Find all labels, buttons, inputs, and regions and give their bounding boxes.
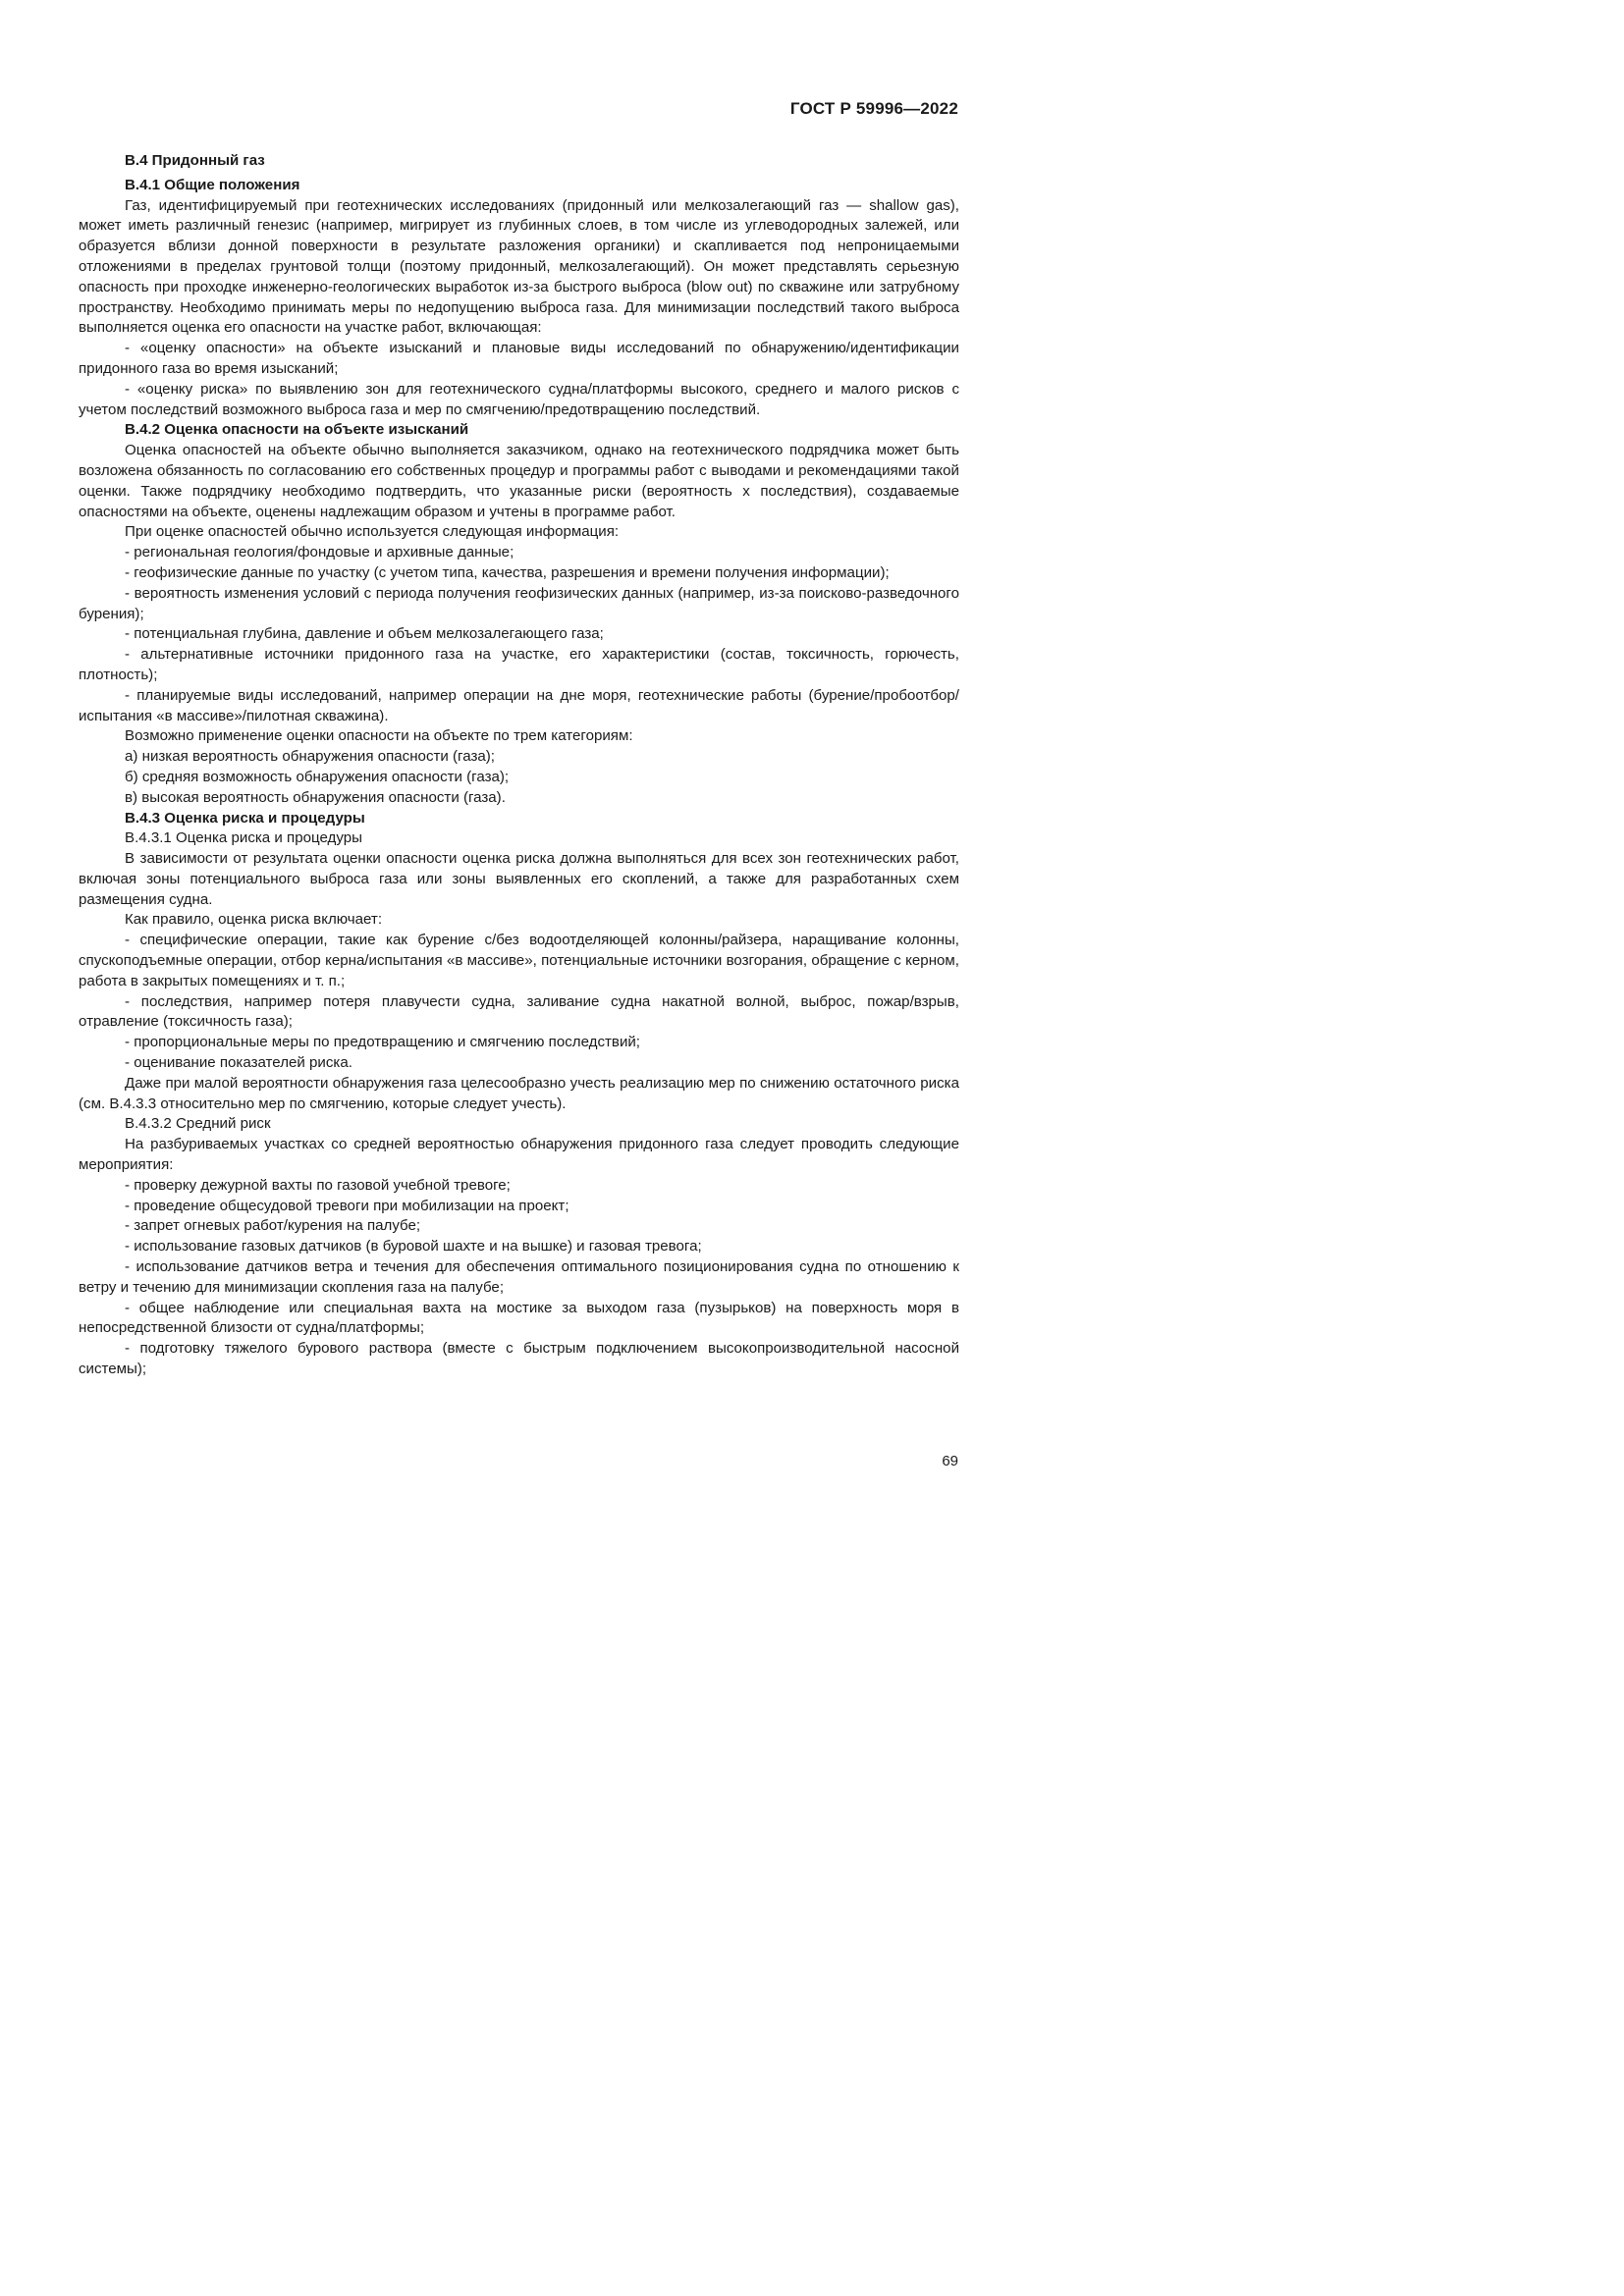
subsection-heading: B.4.3 Оценка риска и процедуры (125, 809, 365, 827)
list-item: - последствия, например потеря плавучести судна, заливание судна накатной волной, выброс, пожар/взрыв, отравление (токсичность газа); (79, 992, 959, 1031)
list-item: - альтернативные источники придонного газа на участке, его характеристики (состав, токсичность, горючесть, плотность); (79, 646, 959, 683)
paragraph: На разбуриваемых участках со средней вероятностью обнаружения придонного газа следует проводить следующие мероприятия: (79, 1136, 959, 1174)
document-code: ГОСТ Р 59996—2022 (789, 99, 958, 118)
paragraph: Даже при малой вероятности обнаружения газа целесообразно учесть реализацию мер по снижению остаточного риска (см. B.4.3.3 относительно мер по смягчению, которые следует учесть). (79, 1074, 959, 1112)
list-item: - геофизические данные по участку (с учетом типа, качества, разрешения и времени получения информации); (125, 563, 890, 581)
paragraph: При оценке опасностей обычно используется следующая информация: (125, 523, 620, 541)
clause-heading: B.4.3.2 Средний риск (125, 1115, 271, 1133)
paragraph: Возможно применение оценки опасности на объекте по трем категориям: (125, 727, 633, 745)
list-item: - подготовку тяжелого бурового раствора (вместе с быстрым подключением высокопроизводительной насосной системы); (79, 1340, 959, 1378)
subsection-heading: B.4.2 Оценка опасности на объекте изысканий (125, 421, 469, 439)
list-item: в) высокая вероятность обнаружения опасности (газа). (125, 788, 506, 806)
list-item: - вероятность изменения условий с периода получения геофизических данных (например, из-за поисково-разведочного бурения); (79, 584, 959, 622)
list-item: - пропорциональные меры по предотвращению и смягчению последствий; (125, 1034, 640, 1051)
list-item: - общее наблюдение или специальная вахта на мостике за выходом газа (пузырьков) на поверхность моря в непосредственной близости от судна/платформы; (79, 1299, 959, 1337)
document-body (79, 151, 959, 1380)
list-item: а) низкая вероятность обнаружения опасности (газа); (125, 748, 495, 766)
list-item: б) средняя возможность обнаружения опасности (газа); (125, 768, 510, 785)
list-item: - проведение общесудовой тревоги при мобилизации на проект; (125, 1197, 569, 1214)
subsection-heading: B.4.1 Общие положения (125, 176, 300, 193)
paragraph: Газ, идентифицируемый при геотехнических исследованиях (придонный или мелкозалегающий газ — shallow gas), может иметь различный генезис (например, мигрирует из глубинных слоев, в том числе из углеводородных залежей, или образуется вблизи донной поверхности в результате разложения органики) и скапливается под непроницаемыми отложениями в пределах грунтовой толщи (поэтому придонный, мелкозалегающий). Он может представлять серьезную опасность при проходке инженерно-геологических выработок из-за быстрого выброса (blow out) по скважине или затрубному пространству. Необходимо принимать меры по недопущению выброса газа. Для минимизации последствий такого выброса выполняется оценка его опасности на участке работ, включающая: (79, 196, 959, 337)
list-item: - использование датчиков ветра и течения для обеспечения оптимального позиционирования судна по отношению к ветру и течению для минимизации скопления газа на палубе; (79, 1258, 959, 1296)
list-item: - проверку дежурной вахты по газовой учебной тревоге; (125, 1176, 511, 1194)
paragraph: Как правило, оценка риска включает: (125, 911, 383, 929)
list-item: - «оценку риска» по выявлению зон для геотехнического судна/платформы высокого, среднего и малого рисков с учетом последствий возможного выброса газа и мер по смягчению/предотвращению последствий. (79, 380, 959, 418)
list-item: - планируемые виды исследований, например операции на дне моря, геотехнические работы (бурение/пробоотбор/испытания «в массиве»/пилотная скважина). (79, 686, 959, 724)
list-item: - региональная геология/фондовые и архивные данные; (125, 544, 514, 561)
list-item: - использование газовых датчиков (в буровой шахте и на вышке) и газовая тревога; (125, 1238, 702, 1255)
paragraph: Оценка опасностей на объекте обычно выполняется заказчиком, однако на геотехнического подрядчика может быть возложена обязанность по согласованию его собственных процедур и программы работ с выводами и рекомендациями такой оценки. Также подрядчику необходимо подтвердить, что указанные риски (вероятность х последствия), создаваемые опасностями на объекте, оценены надлежащим образом и учтены в программе работ. (79, 442, 959, 520)
list-item: - «оценку опасности» на объекте изысканий и плановые виды исследований по обнаружению/идентификации придонного газа во время изысканий; (79, 340, 959, 377)
list-item: - оценивание показателей риска. (125, 1054, 352, 1072)
section-heading: B.4 Придонный газ (125, 152, 265, 169)
paragraph: В зависимости от результата оценки опасности оценка риска должна выполняться для всех зон геотехнических работ, включая зоны потенциального выброса газа или зоны выявленных его скоплений, а также для разработанных схем размещения судна. (79, 850, 959, 908)
list-item: - запрет огневых работ/курения на палубе; (125, 1217, 421, 1235)
document-page (0, 0, 1080, 1527)
clause-heading: B.4.3.1 Оценка риска и процедуры (125, 829, 362, 847)
list-item: - потенциальная глубина, давление и объем мелкозалегающего газа; (125, 625, 604, 643)
page-number: 69 (942, 1453, 958, 1469)
list-item: - специфические операции, такие как бурение с/без водоотделяющей колонны/райзера, наращивание колонны, спускоподъемные операции, отбор керна/испытания «в массиве», потенциальные источники возгорания, обращение с керном, работа в закрытых помещениях и т. п.; (79, 932, 959, 989)
